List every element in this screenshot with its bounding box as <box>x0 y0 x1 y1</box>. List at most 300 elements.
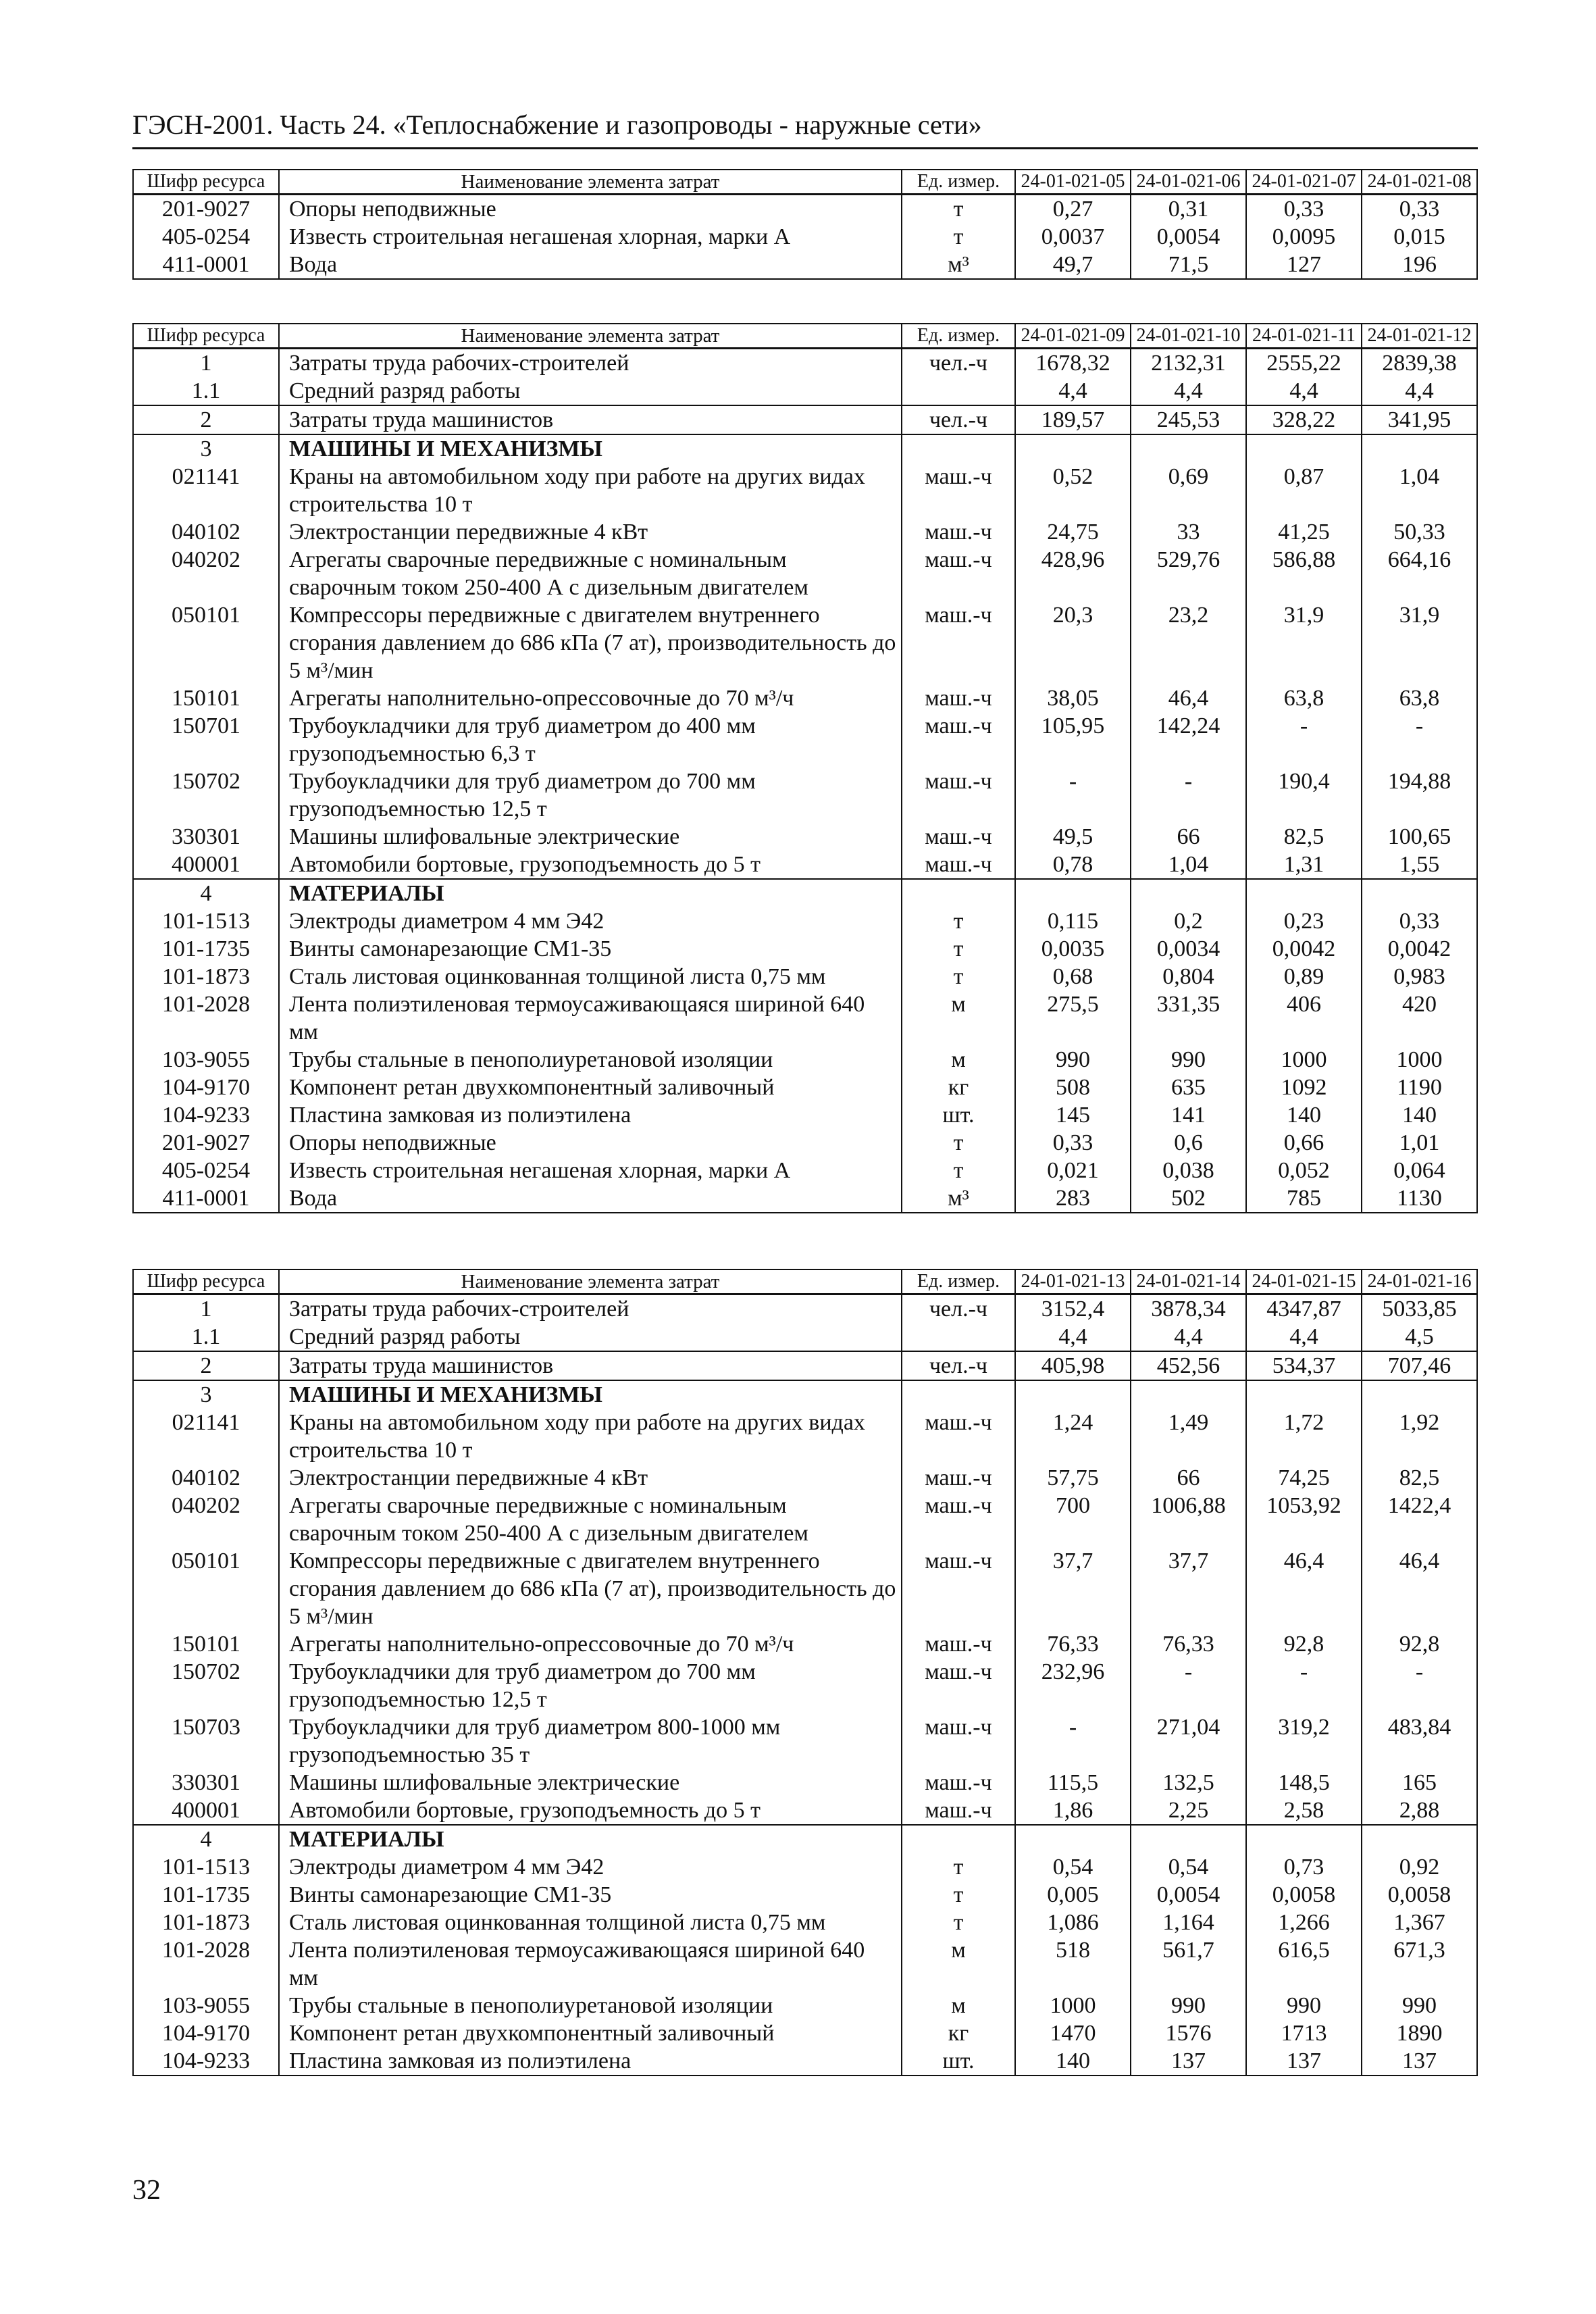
table-row <box>133 405 1477 434</box>
cell-name: Машины шлифовальные электрические <box>279 823 902 851</box>
cell-value: 0,804 <box>1131 963 1246 990</box>
cell-unit: т <box>902 1129 1015 1157</box>
cell-value <box>1246 1380 1362 1409</box>
column-header-code: Шифр ресурса <box>133 1269 279 1294</box>
cell-code: 101-1513 <box>133 1853 279 1881</box>
cell-value <box>1246 434 1362 463</box>
cell-value: 0,052 <box>1246 1157 1362 1184</box>
cell-unit: чел.-ч <box>902 405 1015 434</box>
cell-code: 101-2028 <box>133 990 279 1046</box>
cell-value: 66 <box>1131 1464 1246 1492</box>
cell-value: 616,5 <box>1246 1936 1362 1992</box>
cell-value: 49,7 <box>1015 251 1131 279</box>
cell-code: 101-1735 <box>133 1881 279 1909</box>
cell-code: 103-9055 <box>133 1992 279 2019</box>
column-header-norm: 24-01-021-07 <box>1246 170 1362 195</box>
cell-unit <box>902 434 1015 463</box>
cell-value: 140 <box>1362 1101 1477 1129</box>
cell-code: 103-9055 <box>133 1046 279 1074</box>
cell-value <box>1362 1825 1477 1853</box>
cell-unit: маш.-ч <box>902 1658 1015 1713</box>
cell-value: 132,5 <box>1131 1769 1246 1796</box>
resource-table-3 <box>132 1269 1478 2076</box>
cell-unit <box>902 879 1015 907</box>
cell-value: 0,92 <box>1362 1853 1477 1881</box>
table-row <box>133 223 1477 251</box>
cell-name: Затраты труда машинистов <box>279 1351 902 1380</box>
table-row <box>133 601 1477 684</box>
cell-value: 1006,88 <box>1131 1492 1246 1547</box>
cell-value: 0,73 <box>1246 1853 1362 1881</box>
cell-value: 3878,34 <box>1131 1294 1246 1324</box>
table-row <box>133 1547 1477 1630</box>
cell-value: 1,92 <box>1362 1409 1477 1464</box>
cell-unit: т <box>902 1881 1015 1909</box>
table-row <box>133 434 1477 463</box>
cell-value: 275,5 <box>1015 990 1131 1046</box>
table-row <box>133 1630 1477 1658</box>
cell-value: 785 <box>1246 1184 1362 1213</box>
cell-value: 0,0054 <box>1131 223 1246 251</box>
cell-name: Трубы стальные в пенополиуретановой изоляции <box>279 1992 902 2019</box>
cell-value: 57,75 <box>1015 1464 1131 1492</box>
cell-value: 586,88 <box>1246 546 1362 601</box>
table-row <box>133 1464 1477 1492</box>
cell-name: Агрегаты сварочные передвижные с номинальным сварочным током 250-400 А с дизельным двигателем <box>279 546 902 601</box>
cell-value: 46,4 <box>1362 1547 1477 1630</box>
cell-unit: маш.-ч <box>902 1713 1015 1769</box>
cell-value: 190,4 <box>1246 768 1362 823</box>
cell-value: 328,22 <box>1246 405 1362 434</box>
table-row <box>133 1936 1477 1992</box>
cell-name: Трубоукладчики для труб диаметром до 700 мм грузоподъемностью 12,5 т <box>279 768 902 823</box>
table-row <box>133 907 1477 935</box>
cell-value: 518 <box>1015 1936 1131 1992</box>
cell-value: 145 <box>1015 1101 1131 1129</box>
cell-unit: кг <box>902 1074 1015 1101</box>
cell-value <box>1362 1380 1477 1409</box>
cell-value <box>1362 434 1477 463</box>
cell-value: 0,0095 <box>1246 223 1362 251</box>
cell-value: 63,8 <box>1246 684 1362 712</box>
cell-unit: чел.-ч <box>902 1351 1015 1380</box>
cell-value: 33 <box>1131 518 1246 546</box>
cell-value: 1,04 <box>1362 463 1477 518</box>
cell-name: Винты самонарезающие СМ1-35 <box>279 935 902 963</box>
cell-unit: м <box>902 1992 1015 2019</box>
cell-unit: м <box>902 1046 1015 1074</box>
table-header-row <box>133 324 1477 349</box>
cell-value: 245,53 <box>1131 405 1246 434</box>
cell-name: Трубы стальные в пенополиуретановой изоляции <box>279 1046 902 1074</box>
cell-value: 0,038 <box>1131 1157 1246 1184</box>
cell-unit: шт. <box>902 1101 1015 1129</box>
cell-value: 41,25 <box>1246 518 1362 546</box>
column-header-unit: Ед. измер. <box>902 1269 1015 1294</box>
cell-value: 38,05 <box>1015 684 1131 712</box>
cell-value: 1,086 <box>1015 1909 1131 1936</box>
cell-value: 196 <box>1362 251 1477 279</box>
cell-value: 664,16 <box>1362 546 1477 601</box>
cell-value: 137 <box>1246 2047 1362 2076</box>
cell-value: 0,69 <box>1131 463 1246 518</box>
cell-name: Лента полиэтиленовая термоусаживающаяся шириной 640 мм <box>279 990 902 1046</box>
cell-code: 101-1735 <box>133 935 279 963</box>
cell-value: 20,3 <box>1015 601 1131 684</box>
cell-code: 400001 <box>133 851 279 879</box>
cell-code: 1 <box>133 349 279 378</box>
cell-name: Агрегаты сварочные передвижные с номинальным сварочным током 250-400 А с дизельным двигателем <box>279 1492 902 1547</box>
cell-value: 990 <box>1131 1046 1246 1074</box>
cell-value: 4,4 <box>1131 377 1246 405</box>
cell-name: Трубоукладчики для труб диаметром до 700 мм грузоподъемностью 12,5 т <box>279 1658 902 1713</box>
cell-name: Компонент ретан двухкомпонентный заливочный <box>279 1074 902 1101</box>
table-row <box>133 1881 1477 1909</box>
cell-name: МАШИНЫ И МЕХАНИЗМЫ <box>279 434 902 463</box>
cell-value: 189,57 <box>1015 405 1131 434</box>
table-row <box>133 1796 1477 1825</box>
cell-value: 115,5 <box>1015 1769 1131 1796</box>
table-row <box>133 2047 1477 2076</box>
table-row <box>133 518 1477 546</box>
cell-name: Автомобили бортовые, грузоподъемность до 5 т <box>279 851 902 879</box>
cell-name: Машины шлифовальные электрические <box>279 1769 902 1796</box>
cell-value: 0,33 <box>1246 195 1362 224</box>
table-row <box>133 1492 1477 1547</box>
cell-unit: маш.-ч <box>902 1796 1015 1825</box>
cell-unit: шт. <box>902 2047 1015 2076</box>
cell-unit: маш.-ч <box>902 768 1015 823</box>
cell-value: 141 <box>1131 1101 1246 1129</box>
cell-value: 1678,32 <box>1015 349 1131 378</box>
cell-value: 0,54 <box>1131 1853 1246 1881</box>
cell-value <box>1015 1825 1131 1853</box>
cell-value: 92,8 <box>1246 1630 1362 1658</box>
cell-unit: маш.-ч <box>902 851 1015 879</box>
cell-name: Сталь листовая оцинкованная толщиной листа 0,75 мм <box>279 963 902 990</box>
cell-value <box>1131 879 1246 907</box>
cell-unit: т <box>902 223 1015 251</box>
table-row <box>133 1825 1477 1853</box>
cell-unit: кг <box>902 2019 1015 2047</box>
cell-value: 0,33 <box>1362 907 1477 935</box>
cell-code: 405-0254 <box>133 223 279 251</box>
table-row <box>133 879 1477 907</box>
cell-value: 1,86 <box>1015 1796 1131 1825</box>
cell-value: 23,2 <box>1131 601 1246 684</box>
table-row <box>133 463 1477 518</box>
cell-value: 561,7 <box>1131 1936 1246 1992</box>
cell-value: 0,54 <box>1015 1853 1131 1881</box>
cell-value: 76,33 <box>1015 1630 1131 1658</box>
cell-value <box>1362 879 1477 907</box>
cell-value: 49,5 <box>1015 823 1131 851</box>
cell-name: Вода <box>279 251 902 279</box>
cell-value: 5033,85 <box>1362 1294 1477 1324</box>
cell-code: 330301 <box>133 823 279 851</box>
cell-code: 330301 <box>133 1769 279 1796</box>
cell-value: 990 <box>1362 1992 1477 2019</box>
cell-value: 0,005 <box>1015 1881 1131 1909</box>
cell-code: 3 <box>133 434 279 463</box>
cell-code: 411-0001 <box>133 1184 279 1213</box>
cell-value: 331,35 <box>1131 990 1246 1046</box>
cell-value: 635 <box>1131 1074 1246 1101</box>
table-row <box>133 349 1477 378</box>
cell-value: 1000 <box>1015 1992 1131 2019</box>
cell-unit: маш.-ч <box>902 518 1015 546</box>
cell-value <box>1015 879 1131 907</box>
column-header-code: Шифр ресурса <box>133 324 279 349</box>
table-row <box>133 1157 1477 1184</box>
cell-value: 534,37 <box>1246 1351 1362 1380</box>
table-row <box>133 768 1477 823</box>
cell-value: 137 <box>1131 2047 1246 2076</box>
cell-code: 040202 <box>133 1492 279 1547</box>
cell-value: 529,76 <box>1131 546 1246 601</box>
table-row <box>133 935 1477 963</box>
cell-value: 31,9 <box>1246 601 1362 684</box>
cell-unit: м <box>902 1936 1015 1992</box>
table-row <box>133 823 1477 851</box>
cell-unit: т <box>902 1909 1015 1936</box>
table-row <box>133 1658 1477 1713</box>
cell-value: 0,23 <box>1246 907 1362 935</box>
cell-value: 37,7 <box>1131 1547 1246 1630</box>
cell-value: 4347,87 <box>1246 1294 1362 1324</box>
cell-value: - <box>1131 768 1246 823</box>
cell-unit: м³ <box>902 1184 1015 1213</box>
cell-value: 0,0058 <box>1246 1881 1362 1909</box>
cell-value: 0,27 <box>1015 195 1131 224</box>
cell-unit: т <box>902 1853 1015 1881</box>
cell-unit: т <box>902 195 1015 224</box>
cell-code: 101-1873 <box>133 1909 279 1936</box>
cell-value: 140 <box>1246 1101 1362 1129</box>
cell-code: 201-9027 <box>133 1129 279 1157</box>
cell-value: 0,33 <box>1362 195 1477 224</box>
cell-value: 1,04 <box>1131 851 1246 879</box>
cell-name: Средний разряд работы <box>279 377 902 405</box>
cell-code: 2 <box>133 1351 279 1380</box>
table-row <box>133 712 1477 768</box>
cell-value: 100,65 <box>1362 823 1477 851</box>
cell-value: 990 <box>1246 1992 1362 2019</box>
table-row <box>133 1909 1477 1936</box>
cell-unit <box>902 1825 1015 1853</box>
cell-value: 50,33 <box>1362 518 1477 546</box>
cell-value: 76,33 <box>1131 1630 1246 1658</box>
cell-code: 405-0254 <box>133 1157 279 1184</box>
cell-value: 406 <box>1246 990 1362 1046</box>
cell-value: - <box>1246 1658 1362 1713</box>
cell-value: 37,7 <box>1015 1547 1131 1630</box>
column-header-norm: 24-01-021-16 <box>1362 1269 1477 1294</box>
cell-value: 1,01 <box>1362 1129 1477 1157</box>
cell-code: 1.1 <box>133 1323 279 1351</box>
cell-name: Затраты труда рабочих-строителей <box>279 1294 902 1324</box>
cell-name: Краны на автомобильном ходу при работе на других видах строительства 10 т <box>279 1409 902 1464</box>
cell-value: 1,55 <box>1362 851 1477 879</box>
cell-value: 0,52 <box>1015 463 1131 518</box>
cell-value: 0,2 <box>1131 907 1246 935</box>
cell-name: МАТЕРИАЛЫ <box>279 1825 902 1853</box>
table-header-row <box>133 170 1477 195</box>
cell-value: 1890 <box>1362 2019 1477 2047</box>
column-header-name: Наименование элемента затрат <box>279 170 902 195</box>
table-row <box>133 963 1477 990</box>
cell-value: 283 <box>1015 1184 1131 1213</box>
cell-value: 0,78 <box>1015 851 1131 879</box>
cell-value: 2839,38 <box>1362 349 1477 378</box>
cell-name: Трубоукладчики для труб диаметром до 400 мм грузоподъемностью 6,3 т <box>279 712 902 768</box>
cell-value: 142,24 <box>1131 712 1246 768</box>
cell-name: Трубоукладчики для труб диаметром 800-1000 мм грузоподъемностью 35 т <box>279 1713 902 1769</box>
table-row <box>133 1713 1477 1769</box>
cell-value: - <box>1362 712 1477 768</box>
cell-value: 140 <box>1015 2047 1131 2076</box>
cell-code: 104-9233 <box>133 2047 279 2076</box>
cell-unit <box>902 377 1015 405</box>
cell-code: 101-2028 <box>133 1936 279 1992</box>
cell-unit: маш.-ч <box>902 601 1015 684</box>
cell-code: 104-9170 <box>133 2019 279 2047</box>
cell-name: Компрессоры передвижные с двигателем внутреннего сгорания давлением до 686 кПа (7 ат), производительность до 5 м³/мин <box>279 1547 902 1630</box>
cell-value: 0,064 <box>1362 1157 1477 1184</box>
table-row <box>133 1046 1477 1074</box>
cell-unit: т <box>902 935 1015 963</box>
cell-value: 4,5 <box>1362 1323 1477 1351</box>
cell-value: 1053,92 <box>1246 1492 1362 1547</box>
cell-name: Электростанции передвижные 4 кВт <box>279 1464 902 1492</box>
cell-name: Вода <box>279 1184 902 1213</box>
cell-value: 0,983 <box>1362 963 1477 990</box>
cell-code: 1.1 <box>133 377 279 405</box>
cell-value: 0,0058 <box>1362 1881 1477 1909</box>
cell-value: 990 <box>1131 1992 1246 2019</box>
cell-code: 104-9170 <box>133 1074 279 1101</box>
cell-value: 1,72 <box>1246 1409 1362 1464</box>
column-header-norm: 24-01-021-05 <box>1015 170 1131 195</box>
cell-name: Электростанции передвижные 4 кВт <box>279 518 902 546</box>
cell-value: 3152,4 <box>1015 1294 1131 1324</box>
cell-name: Известь строительная негашеная хлорная, марки А <box>279 1157 902 1184</box>
table-row <box>133 1769 1477 1796</box>
cell-code: 150101 <box>133 684 279 712</box>
cell-value: 1713 <box>1246 2019 1362 2047</box>
cell-code: 1 <box>133 1294 279 1324</box>
cell-unit <box>902 1323 1015 1351</box>
cell-name: Электроды диаметром 4 мм Э42 <box>279 1853 902 1881</box>
cell-value: 341,95 <box>1362 405 1477 434</box>
cell-value: 1000 <box>1362 1046 1477 1074</box>
cell-name: Электроды диаметром 4 мм Э42 <box>279 907 902 935</box>
cell-value: 137 <box>1362 2047 1477 2076</box>
cell-value: 671,3 <box>1362 1936 1477 1992</box>
cell-value: 1,31 <box>1246 851 1362 879</box>
cell-value: 1,24 <box>1015 1409 1131 1464</box>
cell-unit: т <box>902 907 1015 935</box>
cell-value: 82,5 <box>1362 1464 1477 1492</box>
cell-value <box>1015 434 1131 463</box>
cell-value: 0,68 <box>1015 963 1131 990</box>
cell-code: 150101 <box>133 1630 279 1658</box>
cell-value: 105,95 <box>1015 712 1131 768</box>
cell-unit: м³ <box>902 251 1015 279</box>
table-header-row <box>133 1269 1477 1294</box>
cell-value: 1130 <box>1362 1184 1477 1213</box>
cell-value: 1092 <box>1246 1074 1362 1101</box>
column-header-unit: Ед. измер. <box>902 170 1015 195</box>
table-row <box>133 1184 1477 1213</box>
cell-value: 420 <box>1362 990 1477 1046</box>
cell-name: Пластина замковая из полиэтилена <box>279 2047 902 2076</box>
cell-code: 400001 <box>133 1796 279 1825</box>
table-row <box>133 1294 1477 1324</box>
cell-value: 31,9 <box>1362 601 1477 684</box>
cell-name: МАШИНЫ И МЕХАНИЗМЫ <box>279 1380 902 1409</box>
cell-name: Опоры неподвижные <box>279 195 902 224</box>
cell-name: Сталь листовая оцинкованная толщиной листа 0,75 мм <box>279 1909 902 1936</box>
table-row <box>133 251 1477 279</box>
cell-value: 1,49 <box>1131 1409 1246 1464</box>
cell-code: 150702 <box>133 768 279 823</box>
cell-code: 4 <box>133 1825 279 1853</box>
cell-value: 0,31 <box>1131 195 1246 224</box>
cell-value: 4,4 <box>1131 1323 1246 1351</box>
cell-value: 82,5 <box>1246 823 1362 851</box>
table-row <box>133 1853 1477 1881</box>
column-header-norm: 24-01-021-11 <box>1246 324 1362 349</box>
cell-value <box>1015 1380 1131 1409</box>
cell-name: Пластина замковая из полиэтилена <box>279 1101 902 1129</box>
column-header-norm: 24-01-021-09 <box>1015 324 1131 349</box>
cell-value: 4,4 <box>1015 1323 1131 1351</box>
cell-name: Средний разряд работы <box>279 1323 902 1351</box>
cell-value: - <box>1131 1658 1246 1713</box>
cell-value: 0,015 <box>1362 223 1477 251</box>
cell-value: 405,98 <box>1015 1351 1131 1380</box>
cell-value: 0,66 <box>1246 1129 1362 1157</box>
cell-unit <box>902 1380 1015 1409</box>
cell-value: 4,4 <box>1362 377 1477 405</box>
cell-value: 4,4 <box>1246 1323 1362 1351</box>
cell-value: 46,4 <box>1131 684 1246 712</box>
cell-value: 502 <box>1131 1184 1246 1213</box>
cell-value: 0,0035 <box>1015 935 1131 963</box>
cell-unit: маш.-ч <box>902 712 1015 768</box>
cell-value: 0,115 <box>1015 907 1131 935</box>
column-header-norm: 24-01-021-10 <box>1131 324 1246 349</box>
cell-code: 411-0001 <box>133 251 279 279</box>
cell-name: Винты самонарезающие СМ1-35 <box>279 1881 902 1909</box>
cell-value: 66 <box>1131 823 1246 851</box>
cell-value: 707,46 <box>1362 1351 1477 1380</box>
cell-value: 2,25 <box>1131 1796 1246 1825</box>
table-row <box>133 1074 1477 1101</box>
cell-code: 2 <box>133 405 279 434</box>
cell-value: 0,33 <box>1015 1129 1131 1157</box>
cell-unit: маш.-ч <box>902 1492 1015 1547</box>
resource-table-2 <box>132 323 1478 1213</box>
cell-code: 101-1873 <box>133 963 279 990</box>
cell-value: 92,8 <box>1362 1630 1477 1658</box>
column-header-code: Шифр ресурса <box>133 170 279 195</box>
column-header-norm: 24-01-021-14 <box>1131 1269 1246 1294</box>
cell-value: 483,84 <box>1362 1713 1477 1769</box>
cell-name: Компонент ретан двухкомпонентный заливочный <box>279 2019 902 2047</box>
cell-value: 0,0034 <box>1131 935 1246 963</box>
